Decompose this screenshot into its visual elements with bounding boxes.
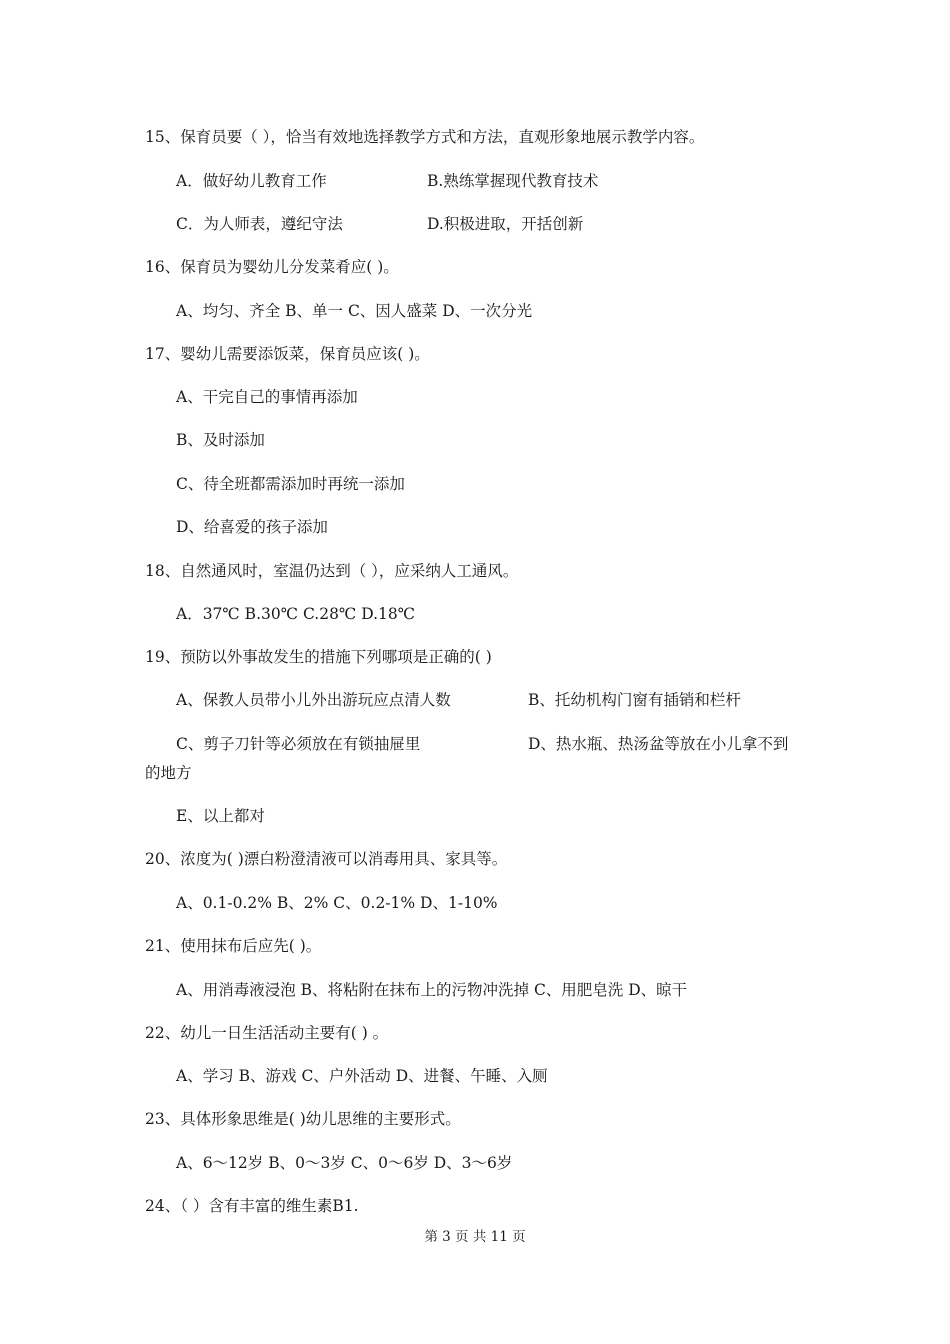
question-19-option-d: D、热水瓶、热汤盆等放在小儿拿不到 [528,735,789,753]
question-19-option-c: C、剪子刀针等必须放在有锁抽屉里 [176,735,421,753]
question-19-option-b: B、托幼机构门窗有插销和栏杆 [528,691,741,709]
question-15-option-c: C．为人师表，遵纪守法 [176,215,343,233]
question-17-option-d: D、给喜爱的孩子添加 [176,518,328,536]
question-19-stem: 19、预防以外事故发生的措施下列哪项是正确的( ) [145,648,492,666]
question-21-stem: 21、使用抹布后应先( )。 [145,937,322,955]
question-19-option-d-continuation: 的地方 [145,764,192,782]
question-15-option-a: A．做好幼儿教育工作 [176,172,327,190]
question-16-options: A、均匀、齐全 B、单一 C、因人盛菜 D、一次分光 [176,302,533,320]
question-17-option-a: A、干完自己的事情再添加 [176,388,358,406]
question-21-options: A、用消毒液浸泡 B、将粘附在抹布上的污物冲洗掉 C、用肥皂洗 D、晾干 [176,981,688,999]
question-19-option-a: A、保教人员带小儿外出游玩应点清人数 [176,691,451,709]
question-18-stem: 18、自然通风时，室温仍达到（ ），应采纳人工通风。 [145,562,519,580]
question-17-option-c: C、待全班都需添加时再统一添加 [176,475,405,493]
question-23-stem: 23、具体形象思维是( )幼儿思维的主要形式。 [145,1110,461,1128]
question-20-options: A、0.1-0.2% B、2% C、0.2-1% D、1-10% [176,894,498,912]
question-17-option-b: B、及时添加 [176,431,265,449]
question-23-options: A、6～12岁 B、0～3岁 C、0～6岁 D、3～6岁 [176,1154,513,1172]
question-20-stem: 20、浓度为( )漂白粉澄清液可以消毒用具、家具等。 [145,850,508,868]
question-16-stem: 16、保育员为婴幼儿分发菜肴应( )。 [145,258,399,276]
question-15-stem: 15、保育员要（ ），恰当有效地选择教学方式和方法，直观形象地展示教学内容。 [145,128,705,146]
question-18-options: A．37℃ B.30℃ C.28℃ D.18℃ [176,605,416,623]
question-17-stem: 17、婴幼儿需要添饭菜，保育员应该( )。 [145,345,430,363]
question-19-option-e: E、以上都对 [176,807,265,825]
question-22-options: A、学习 B、游戏 C、户外活动 D、进餐、午睡、入厕 [176,1067,548,1085]
page-footer: 第 3 页 共 11 页 [424,1229,526,1245]
question-22-stem: 22、幼儿一日生活活动主要有( ) 。 [145,1024,389,1042]
question-15-option-d: D.积极进取，开括创新 [427,215,584,233]
question-15-option-b: B.熟练掌握现代教育技术 [427,172,599,190]
question-24-stem: 24、（ ）含有丰富的维生素B1. [145,1197,359,1215]
